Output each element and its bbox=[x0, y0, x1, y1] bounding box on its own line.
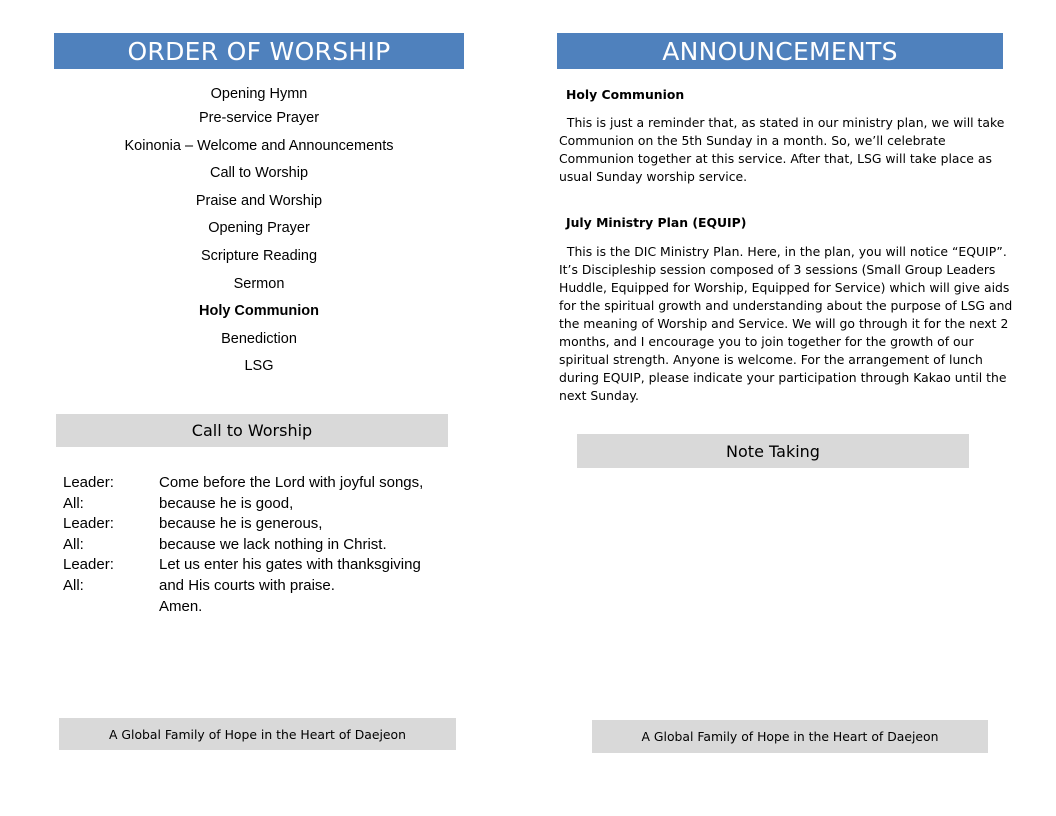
july-ministry-plan-heading: July Ministry Plan (EQUIP) bbox=[566, 215, 747, 230]
responsive-reading-row bbox=[63, 556, 463, 577]
call-to-worship-title: Call to Worship bbox=[191, 421, 313, 440]
reading-role: All: bbox=[63, 535, 84, 553]
order-item: Opening Prayer bbox=[208, 220, 310, 236]
july-ministry-plan-body bbox=[559, 243, 1013, 405]
call-to-worship-title-box bbox=[56, 414, 448, 447]
announcement-line: This is just a reminder that, as stated in our ministry plan, we will take bbox=[559, 115, 1005, 130]
reading-line: and His courts with praise. bbox=[159, 577, 335, 594]
reading-line: Come before the Lord with joyful songs, bbox=[159, 474, 424, 491]
announcement-line: usual Sunday worship service. bbox=[559, 169, 748, 184]
announcement-line: months, and I encourage you to join together for the growth of our bbox=[559, 334, 974, 349]
reading-role: Leader: bbox=[63, 474, 114, 491]
announcement-line: Communion on the 5th Sunday in a month. So, we’ll celebrate bbox=[559, 133, 946, 148]
left-footer-text: A Global Family of Hope in the Heart of Daejeon bbox=[109, 726, 406, 742]
order-item: LSG bbox=[244, 358, 274, 374]
responsive-reading-row bbox=[63, 515, 463, 536]
right-footer-box bbox=[592, 720, 988, 753]
announcement-line: spiritual strength. Anyone is welcome. For the arrangement of lunch bbox=[559, 352, 983, 367]
announcement-line: It’s Discipleship session composed of 3 sessions (Small Group Leaders bbox=[559, 262, 996, 277]
responsive-reading-row bbox=[63, 577, 463, 598]
reading-role: All: bbox=[63, 577, 84, 594]
announcement-line: next Sunday. bbox=[559, 388, 639, 403]
holy-communion-body bbox=[559, 114, 1004, 186]
announcements-header: ANNOUNCEMENTS bbox=[557, 33, 1003, 69]
responsive-reading-row bbox=[63, 474, 463, 495]
note-taking-title-box bbox=[577, 434, 969, 468]
right-footer-text: A Global Family of Hope in the Heart of Daejeon bbox=[641, 729, 939, 744]
order-of-worship-header: ORDER OF WORSHIP bbox=[54, 33, 464, 69]
reading-line: Amen. bbox=[159, 597, 203, 615]
order-item: Benediction bbox=[221, 331, 297, 347]
order-item: Koinonia – Welcome and Announcements bbox=[124, 138, 394, 154]
order-item: Sermon bbox=[233, 276, 285, 292]
announcement-line: during EQUIP, please indicate your participation through Kakao until the bbox=[559, 370, 1007, 385]
holy-communion-heading: Holy Communion bbox=[566, 87, 685, 102]
reading-line: because we lack nothing in Christ. bbox=[159, 535, 387, 553]
order-item: Praise and Worship bbox=[195, 193, 323, 209]
announcement-line: the meaning of Worship and Service. We will go through it for the next 2 bbox=[559, 316, 1009, 331]
left-footer-box bbox=[59, 718, 456, 750]
reading-line: because he is generous, bbox=[159, 515, 323, 533]
reading-line: because he is good, bbox=[159, 494, 294, 512]
order-item: Pre-service Prayer bbox=[198, 110, 320, 126]
reading-line: Let us enter his gates with thanksgiving bbox=[159, 556, 421, 574]
reading-role: Leader: bbox=[63, 515, 114, 533]
reading-role: All: bbox=[63, 494, 84, 512]
responsive-reading-row bbox=[63, 536, 463, 557]
announcement-line: for the spiritual growth and understanding about the purpose of LSG and bbox=[559, 298, 1013, 313]
announcement-line: This is the DIC Ministry Plan. Here, in the plan, you will notice “EQUIP”. bbox=[559, 244, 1007, 259]
order-item: Holy Communion bbox=[198, 303, 320, 319]
announcement-line: Huddle, Equipped for Worship, Equipped for Service) which will give aids bbox=[559, 280, 1010, 295]
responsive-reading-row bbox=[63, 495, 463, 516]
reading-role: Leader: bbox=[63, 556, 114, 574]
order-item: Scripture Reading bbox=[200, 248, 318, 264]
responsive-reading-row bbox=[63, 598, 463, 619]
order-item: Opening Hymn bbox=[210, 86, 308, 102]
note-taking-title: Note Taking bbox=[726, 441, 820, 461]
order-item: Call to Worship bbox=[209, 165, 309, 181]
announcement-line: Communion together at this service. After that, LSG will take place as bbox=[559, 151, 992, 166]
